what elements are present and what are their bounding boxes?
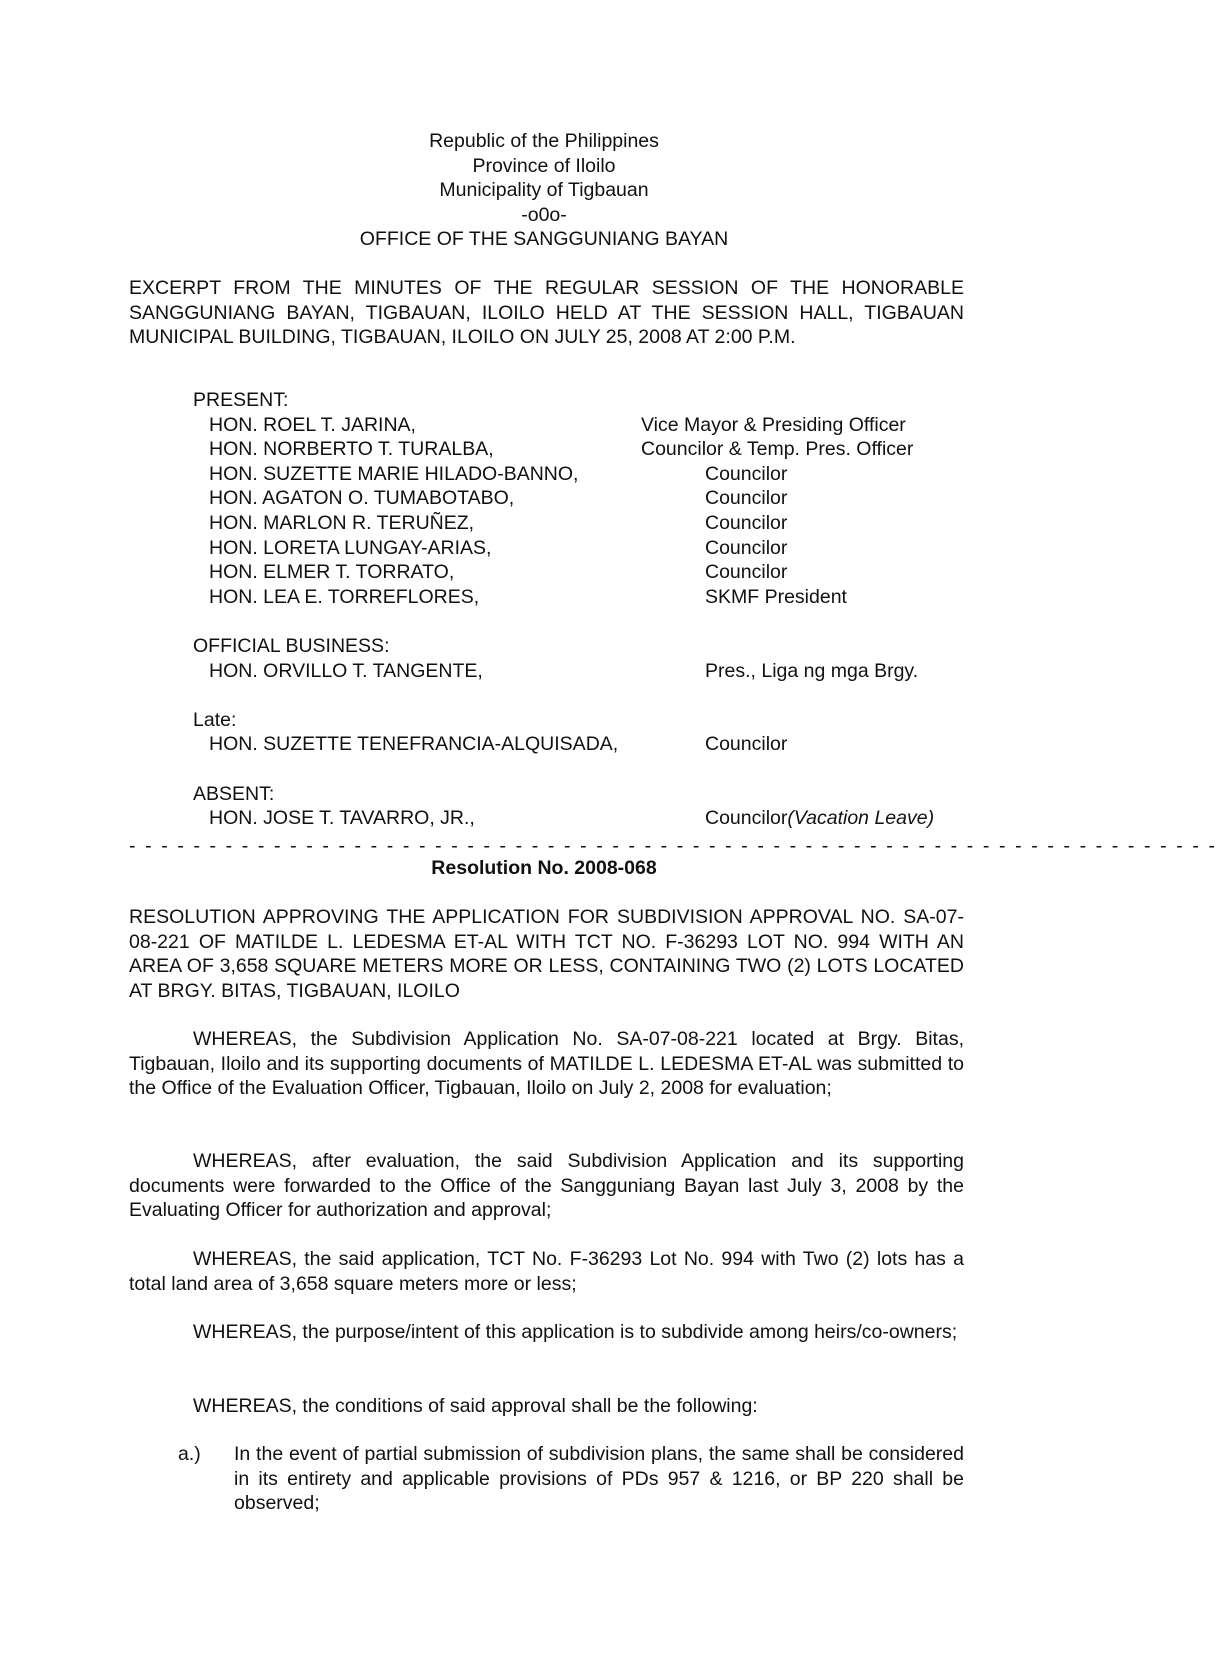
attendee-row <box>193 732 963 757</box>
attendee-role: SKMF President <box>705 585 847 608</box>
attendee-row <box>193 511 963 536</box>
attendee-row <box>193 659 963 684</box>
attendee-row <box>193 462 963 487</box>
condition-item <box>178 1442 964 1516</box>
header-municipality: Municipality of Tigbauan <box>439 179 649 202</box>
header-province: Province of Iloilo <box>472 154 616 177</box>
attendee-role: Councilor & Temp. Pres. Officer <box>641 438 914 461</box>
whereas-clause: WHEREAS, after evaluation, the said Subdivision Application and its supporting documents were forwarded to the Office of the Sangguniang Bayan last July 3, 2008 by the Evaluating Officer for authorization and approval; <box>129 1150 964 1222</box>
header-office: OFFICE OF THE SANGGUNIANG BAYAN <box>359 228 729 251</box>
resolution-title: RESOLUTION APPROVING THE APPLICATION FOR SUBDIVISION APPROVAL NO. SA-07-08-221 OF MATILDE L. LEDESMA ET-AL WITH TCT NO. F-36293 LOT NO. 994 WITH AN AREA OF 3,658 SQUARE METERS MORE OR LESS, CONTAINING TWO (2) LOTS LOCATED AT BRGY. BITAS, TIGBAUAN, ILOILO <box>129 906 964 1002</box>
attendee-role: Councilor <box>705 561 788 584</box>
attendee-role: Councilor <box>705 511 788 534</box>
attendee-name: HON. LEA E. TORREFLORES, <box>209 585 480 608</box>
attendee-name: HON. AGATON O. TUMABOTABO, <box>209 487 515 510</box>
condition-label: a.) <box>178 1443 201 1465</box>
letterhead <box>0 129 1088 252</box>
attendee-row <box>193 560 963 585</box>
attendee-role: Vice Mayor & Presiding Officer <box>641 413 906 436</box>
whereas-clause: WHEREAS, the Subdivision Application No. SA-07-08-221 located at Brgy. Bitas, Tigbauan, Iloilo and its supporting documents of MATILDE L. LEDESMA ET-AL was submitted to the Office of the Evaluation Officer, Tigbauan, Iloilo on July 2, 2008 for evaluation; <box>129 1028 964 1100</box>
attendee-role: Councilor <box>705 462 788 485</box>
attendee-row <box>193 585 963 610</box>
attendee-row <box>193 437 963 462</box>
attendee-role-group <box>705 806 934 831</box>
attendee-role: Councilor <box>705 807 788 830</box>
attendee-row <box>193 413 963 438</box>
leave-note: (Vacation Leave) <box>787 807 935 830</box>
attendee-role: Councilor <box>705 733 788 756</box>
condition-text: In the event of partial submission of subdivision plans, the same shall be considered in its entirety and applicable provisions of PDs 957 & 1216, or BP 220 shall be observed; <box>234 1443 964 1515</box>
attendee-name: HON. ELMER T. TORRATO, <box>209 561 455 584</box>
header-separator: -o0o- <box>521 203 567 226</box>
attendee-name: HON. JOSE T. TAVARRO, JR., <box>209 807 475 830</box>
minutes-excerpt: EXCERPT FROM THE MINUTES OF THE REGULAR SESSION OF THE HONORABLE SANGGUNIANG BAYAN, TIGBAUAN, ILOILO HELD AT THE SESSION HALL, TIGBAUAN MUNICIPAL BUILDING, TIGBAUAN, ILOILO ON JULY 25, 2008 AT 2:00 P.M. <box>129 277 964 349</box>
present-heading: PRESENT: <box>193 389 289 411</box>
whereas-clause: WHEREAS, the purpose/intent of this application is to subdivide among heirs/co-owners; <box>193 1321 958 1343</box>
attendee-name: HON. SUZETTE MARIE HILADO-BANNO, <box>209 462 579 485</box>
whereas-clause: WHEREAS, the conditions of said approval shall be the following: <box>193 1395 758 1417</box>
spacer <box>193 609 963 634</box>
attendance-list <box>193 388 963 831</box>
attendee-row <box>193 486 963 511</box>
attendee-role: Pres., Liga ng mga Brgy. <box>705 659 919 682</box>
dashed-divider: - - - - - - - - - - - - - - - - - - - - - - - - - - - - - - - - - - - - - - - - - - - - - - - - - - - - - - - - - - - - - - - - - - - - <box>129 835 1217 857</box>
whereas-clause: WHEREAS, the said application, TCT No. F-36293 Lot No. 994 with Two (2) lots has a total land area of 3,658 square meters more or less; <box>129 1248 964 1295</box>
absent-heading: ABSENT: <box>193 782 275 805</box>
spacer <box>193 757 963 782</box>
attendee-row <box>193 536 963 561</box>
attendee-name: HON. LORETA LUNGAY-ARIAS, <box>209 536 492 559</box>
attendee-name: HON. NORBERTO T. TURALBA, <box>209 438 494 461</box>
attendee-name: HON. MARLON R. TERUÑEZ, <box>209 511 475 534</box>
late-heading: Late: <box>193 708 237 731</box>
attendee-role: Councilor <box>705 487 788 510</box>
official-business-heading: OFFICIAL BUSINESS: <box>193 634 390 657</box>
attendee-name: HON. ROEL T. JARINA, <box>209 413 416 436</box>
header-republic: Republic of the Philippines <box>429 130 659 152</box>
attendee-name: HON. SUZETTE TENEFRANCIA-ALQUISADA, <box>209 733 619 756</box>
spacer <box>193 683 963 708</box>
resolution-number: Resolution No. 2008-068 <box>431 857 657 879</box>
attendee-role: Councilor <box>705 536 788 559</box>
attendee-row <box>193 806 963 831</box>
attendee-name: HON. ORVILLO T. TANGENTE, <box>209 659 483 682</box>
